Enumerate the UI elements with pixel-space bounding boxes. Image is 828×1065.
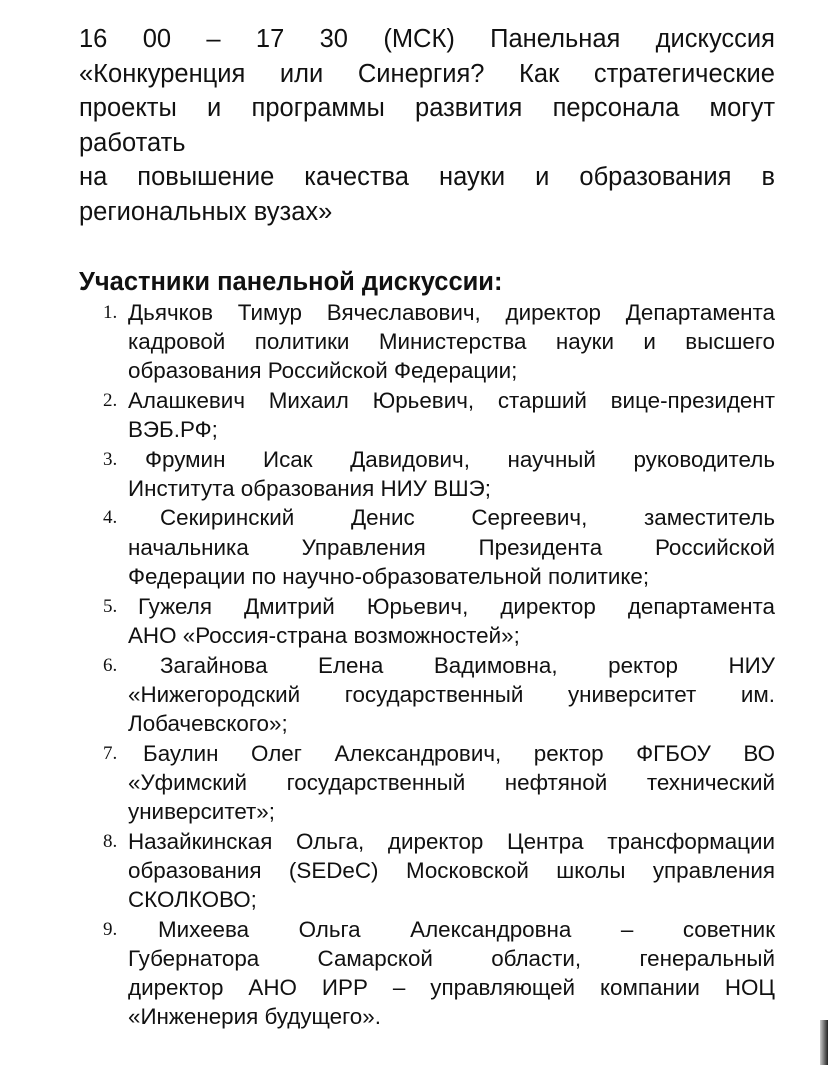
participants-list <box>79 298 775 1032</box>
list-item <box>79 915 775 1032</box>
list-item-line: АНО «Россия-страна возможностей»; <box>128 622 520 648</box>
list-item <box>79 386 775 444</box>
list-item-number: 1. <box>103 301 118 323</box>
session-title-line: «Конкуренция или Синергия? Как стратегические <box>79 59 775 88</box>
list-item-line: Баулин Олег Александрович, ректор ФГБОУ ВО <box>143 740 775 766</box>
list-item-line: Загайнова Елена Вадимовна, ректор НИУ <box>160 652 775 678</box>
session-title-line: на повышение качества науки и образования в <box>79 163 775 192</box>
list-item-line: кадровой политики Министерства науки и высшего <box>128 328 775 354</box>
list-item-line: образования Российской Федерации; <box>128 357 518 383</box>
list-item-line: начальника Управления Президента Российской <box>128 534 775 560</box>
list-item-number: 6. <box>103 654 118 676</box>
list-item-line: Губернатора Самарской области, генеральный <box>128 946 775 972</box>
list-item-number: 7. <box>103 742 118 764</box>
list-item <box>79 827 775 915</box>
list-item-line: директор АНО ИРР – управляющей компании НОЦ <box>128 975 775 1001</box>
list-item-line: Института образования НИУ ВШЭ; <box>128 475 491 501</box>
list-item-line: Федерации по научно-образовательной политике; <box>128 563 650 589</box>
list-item-line: Секиринский Денис Сергеевич, заместитель <box>160 505 775 531</box>
list-item-number: 5. <box>103 595 118 617</box>
participants-heading: Участники панельной дискуссии: <box>79 267 503 296</box>
list-item-line: «Инженерия будущего». <box>128 1004 381 1030</box>
session-title-line: региональных вузах» <box>79 197 333 226</box>
list-item <box>79 298 775 386</box>
list-item-line: университет»; <box>128 799 275 825</box>
list-item <box>79 445 775 503</box>
list-item <box>79 739 775 827</box>
list-item-line: Дьячков Тимур Вячеславович, директор Департамента <box>128 299 775 325</box>
list-item-number: 4. <box>103 507 118 529</box>
list-item-line: Михеева Ольга Александровна – советник <box>158 916 775 942</box>
session-title-line: проекты и программы развития персонала могут <box>79 94 775 123</box>
list-item-line: Алашкевич Михаил Юрьевич, старший вице-президент <box>128 387 775 413</box>
list-item-line: «Уфимский государственный нефтяной технический <box>128 769 775 795</box>
session-header <box>79 22 775 230</box>
list-item-number: 8. <box>103 830 118 852</box>
list-item-number: 3. <box>103 448 118 470</box>
list-item-number: 9. <box>103 918 118 940</box>
scrollbar-thumb[interactable] <box>820 1020 828 1065</box>
list-item-number: 2. <box>103 389 118 411</box>
list-item <box>79 651 775 739</box>
list-item <box>79 592 775 650</box>
document-page <box>79 22 775 1032</box>
session-title-line: работать <box>79 128 186 157</box>
list-item-line: «Нижегородский государственный университет им. <box>128 681 775 707</box>
list-item-line: ВЭБ.РФ; <box>128 416 218 442</box>
list-item-line: Гужеля Дмитрий Юрьевич, директор департамента <box>138 593 775 619</box>
list-item-line: Лобачевского»; <box>128 710 288 736</box>
list-item-line: Назайкинская Ольга, директор Центра трансформации <box>128 828 775 854</box>
list-item-line: СКОЛКОВО; <box>128 887 257 913</box>
session-time-line: 16 00 – 17 30 (МСК) Панельная дискуссия <box>79 25 775 53</box>
list-item <box>79 503 775 591</box>
list-item-line: образования (SEDeC) Московской школы управления <box>128 857 775 883</box>
list-item-line: Фрумин Исак Давидович, научный руководитель <box>145 446 775 472</box>
